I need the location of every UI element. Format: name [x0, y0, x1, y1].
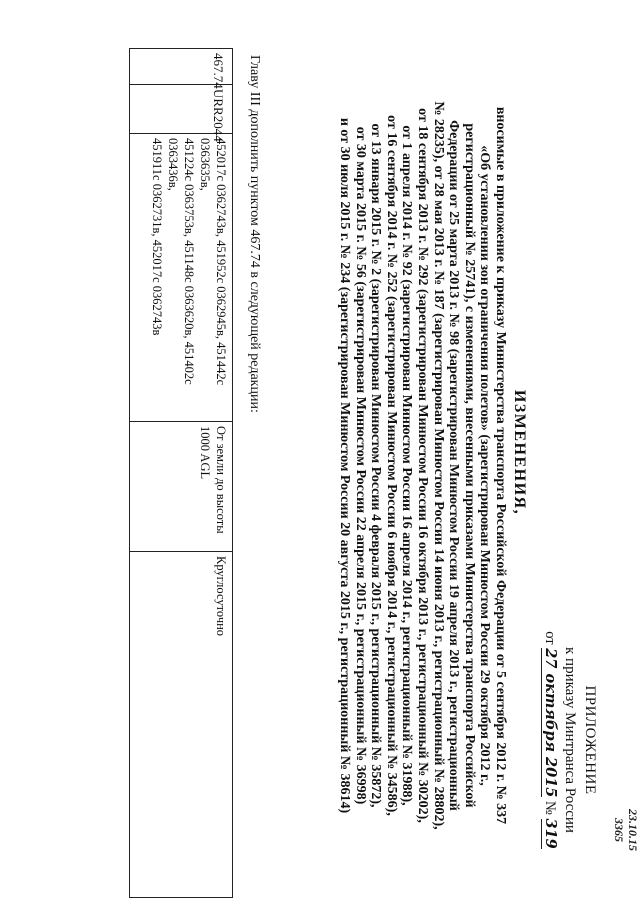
annex-date-handwritten: 27 октября 2015 — [542, 648, 559, 798]
handwritten-note-number: 3365 — [612, 818, 626, 842]
cell-zone-code: URR2044 — [130, 85, 233, 134]
coordinates-line: 451911с 0362731в, 452017с 0362743в — [150, 138, 164, 336]
preamble-line: регистрационный № 25741), с изменениями, внесенными приказами Министерства транспорта Российской — [461, 123, 477, 808]
preamble-line: Федерации от 25 марта 2013 г. № 98 (зарегистрирован Минюстом России 19 апреля 2013 г., регистрационный — [446, 120, 462, 811]
document-heading: ИЗМЕНЕНИЯ, — [511, 389, 528, 516]
cell-altitude — [130, 422, 233, 552]
preamble-line: № 28235), от 28 мая 2013 г. № 187 (зарегистрирован Минюстом России 14 июня 2013 г., регистрационный № 28802), — [430, 101, 446, 830]
cell-item-number: 467.74 — [130, 49, 233, 85]
annex-number-prefix: № — [542, 801, 558, 815]
annex-order-reference: к приказу Минтранса России — [562, 647, 578, 833]
preamble-line: от 30 марта 2015 г. № 56 (зарегистрирован Минюстом России 22 апреля 2015 г., регистрационный № 36998) — [352, 126, 368, 805]
preamble-line: от 13 января 2015 г. № 2 (зарегистрирован Минюстом России 4 февраля 2015 г., регистрационный № 35872), — [368, 123, 384, 808]
document-preamble — [336, 48, 508, 883]
cell-coordinates — [130, 134, 233, 422]
annex-block — [540, 590, 600, 890]
preamble-line: вносимые в приложение к приказу Министерства транспорта Российской Федерации от 5 сентября 2012 г. № 337 — [493, 106, 508, 825]
annex-date-line — [540, 590, 560, 890]
altitude-line: От земли до высоты — [214, 426, 228, 534]
coordinates-line: 452017с 0362743в, 451952с 0362945в, 451442с 0363635в, — [198, 138, 228, 386]
annex-number-handwritten: 319 — [542, 818, 559, 849]
altitude-line: 1000 AGL — [198, 426, 212, 480]
preamble-line: от 16 сентября 2014 г. № 252 (зарегистрирован Минюстом России 6 ноября 2014 г., регистрационный № 34586), — [383, 115, 399, 816]
annex-title: ПРИЛОЖЕНИЕ — [582, 685, 598, 795]
amendment-intro: Главу III дополнить пунктом 467.74 в следующей редакции: — [247, 55, 262, 413]
table — [129, 48, 233, 898]
preamble-line: «Об установлении зон ограничения полетов» (зарегистрирован Минюстом России 29 октября 2012 г., — [477, 145, 493, 786]
preamble-line: от 18 сентября 2013 г. № 292 (зарегистрирован Минюстом России 16 октября 2013 г., регистрационный № 30202), — [415, 108, 431, 823]
handwritten-note-date: 23.10.15 — [626, 809, 640, 851]
cell-time: Круглосуточно — [130, 552, 233, 898]
restriction-zone-table — [129, 48, 233, 898]
preamble-line: от 1 апреля 2014 г. № 92 (зарегистрирован Минюстом России 16 апреля 2014 г., регистрационный № 31988), — [399, 125, 415, 806]
coordinates-line: 451224с 0363753в, 451148с 0363620в, 451402с 0363436в, — [166, 138, 196, 385]
table-row — [130, 49, 233, 898]
handwritten-registration-note — [612, 770, 640, 890]
annex-date-prefix: от — [542, 631, 558, 645]
preamble-line: и от 30 июля 2015 г. № 234 (зарегистрирован Минюстом России 20 августа 2015 г., регистрационный № 38614) — [337, 117, 353, 814]
